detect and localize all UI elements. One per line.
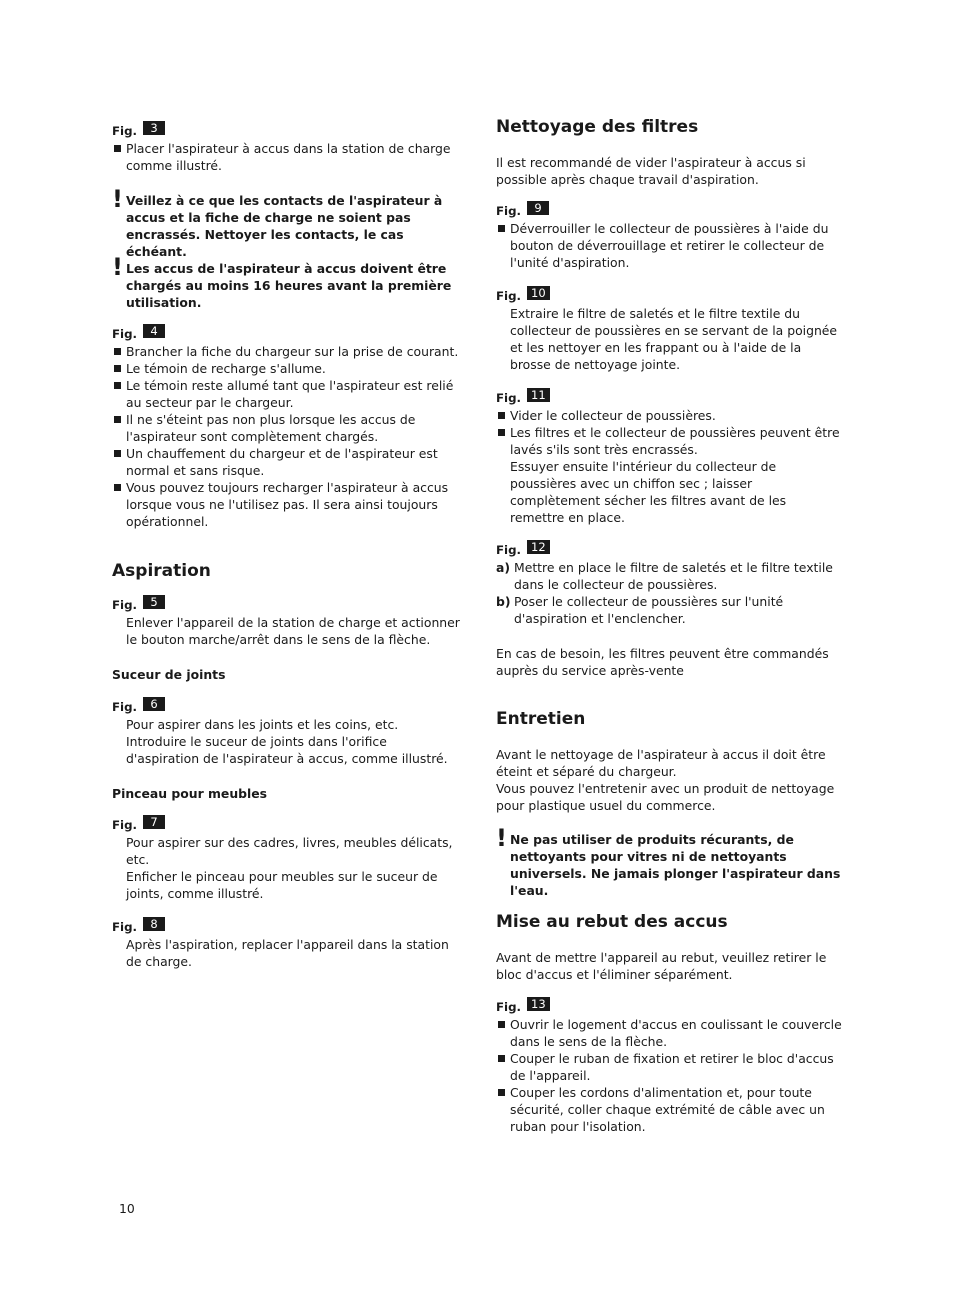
paragraph: Essuyer ensuite l'intérieur du collecteur de poussières avec un chiffon sec ; laisser complètement sécher les filtres avant de les remettre en place. (510, 459, 787, 525)
list-item: a) Mettre en place le filtre de saletés et le filtre textile dans le collecteur de poussières. (496, 560, 833, 592)
list-item: Le témoin de recharge s'allume. (112, 360, 460, 377)
fig12-block (496, 541, 844, 627)
fig5-block (112, 596, 460, 648)
list-item: Brancher la fiche du chargeur sur la prise de courant. (112, 343, 460, 360)
list-item: Vous pouvez toujours recharger l'aspirateur à accus lorsque vous ne l'utilisez pas. Il sera ainsi toujours opérationnel. (112, 479, 460, 530)
paragraph: Vous pouvez l'entretenir avec un produit de nettoyage pour plastique usuel du commerce. (496, 781, 835, 813)
fig-number: 11 (527, 388, 550, 402)
rebut-intro-block (496, 949, 844, 983)
list-item: Placer l'aspirateur à accus dans la station de charge comme illustré. (112, 140, 460, 174)
aspiration-heading-block (112, 560, 460, 582)
section-heading: Aspiration (112, 561, 211, 581)
fig-number: 6 (143, 697, 165, 711)
entretien-text-block (496, 746, 844, 814)
fig13-block (496, 998, 844, 1135)
subsection-heading: Pinceau pour meubles (112, 786, 268, 801)
paragraph: Pour aspirer sur des cadres, livres, meubles délicats, etc. (126, 835, 453, 867)
fig3-block (112, 122, 460, 174)
fig-number: 9 (527, 201, 549, 215)
entretien-heading-block (496, 708, 844, 730)
fig-label: Fig. 7 (112, 816, 460, 834)
fig11-block (496, 389, 844, 526)
fig7-block (112, 816, 460, 902)
warning-exclamation-icon: ! (496, 824, 507, 852)
list-item: Ouvrir le logement d'accus en coulissant le couvercle dans le sens de la flèche. (496, 1016, 844, 1050)
warning-exclamation-icon: ! (112, 253, 123, 281)
paragraph: Enlever l'appareil de la station de charge et actionner le bouton marche/arrêt dans le sens de la flèche. (126, 615, 460, 647)
list-item: Déverrouiller le collecteur de poussières à l'aide du bouton de déverrouillage et retirer le collecteur de l'unité d'aspiration. (496, 220, 844, 271)
list-item: Couper le ruban de fixation et retirer le bloc d'accus de l'appareil. (496, 1050, 844, 1084)
paragraph: Il est recommandé de vider l'aspirateur à accus si possible après chaque travail d'aspiration. (496, 155, 806, 187)
fig10-block (496, 287, 844, 373)
fig-label: Fig. 12 (496, 541, 844, 559)
paragraph: Introduire le suceur de joints dans l'orifice d'aspiration de l'aspirateur à accus, comme illustré. (126, 734, 448, 766)
fig-label: Fig. 9 (496, 202, 844, 220)
fig-number: 10 (527, 286, 550, 300)
paragraph: Pour aspirer dans les joints et les coins, etc. (126, 717, 399, 732)
nettoyage-intro-block (496, 154, 844, 188)
fig-label: Fig. 8 (112, 918, 460, 936)
filtres-note-block (496, 645, 844, 679)
rebut-heading-block (496, 911, 844, 933)
fig-number: 4 (143, 324, 165, 338)
fig-number: 7 (143, 815, 165, 829)
list-item: Un chauffement du chargeur et de l'aspirateur est normal et sans risque. (112, 445, 460, 479)
fig9-block (496, 202, 844, 271)
list-item: Vider le collecteur de poussières. (496, 407, 844, 424)
warning-cleaning: ! Ne pas utiliser de produits récurants, de nettoyants pour vitres ni de nettoyants universels. Ne jamais plonger l'aspirateur dans l'eau. (496, 824, 841, 898)
subsection-heading: Suceur de joints (112, 667, 226, 682)
fig-number: 12 (527, 540, 550, 554)
nettoyage-heading-block (496, 116, 844, 138)
fig-number: 3 (143, 121, 165, 135)
paragraph: Enficher le pinceau pour meubles sur le suceur de joints, comme illustré. (126, 869, 438, 901)
section-heading: Nettoyage des filtres (496, 117, 699, 137)
paragraph: Avant le nettoyage de l'aspirateur à accus il doit être éteint et séparé du chargeur. (496, 747, 826, 779)
warning-exclamation-icon: ! (112, 185, 123, 213)
list-item: Les filtres et le collecteur de poussières peuvent être lavés s'ils sont très encrassés. (496, 424, 844, 458)
section-heading: Mise au rebut des accus (496, 912, 728, 932)
warning-charge: ! Les accus de l'aspirateur à accus doivent être chargés au moins 16 heures avant la première utilisation. (112, 253, 452, 310)
fig-label: Fig. 11 (496, 389, 844, 407)
paragraph: Après l'aspiration, replacer l'appareil dans la station de charge. (126, 937, 449, 969)
paragraph: Avant de mettre l'appareil au rebut, veuillez retirer le bloc d'accus et l'éliminer séparément. (496, 950, 827, 982)
page-number: 10 (119, 1201, 135, 1216)
fig-label: Fig. 13 (496, 998, 844, 1016)
list-item: Couper les cordons d'alimentation et, pour toute sécurité, coller chaque extrémité de câble avec un ruban pour l'isolation. (496, 1084, 844, 1135)
fig-label: Fig. 4 (112, 325, 460, 343)
fig-label: Fig. 6 (112, 698, 460, 716)
fig-label: Fig. 10 (496, 287, 844, 305)
fig-number: 13 (527, 997, 550, 1011)
fig-number: 8 (143, 917, 165, 931)
fig-label: Fig. 5 (112, 596, 460, 614)
fig-number: 5 (143, 595, 165, 609)
fig6-block (112, 698, 460, 767)
fig8-block (112, 918, 460, 970)
list-item: Il ne s'éteint pas non plus lorsque les accus de l'aspirateur sont complètement chargés. (112, 411, 460, 445)
paragraph: En cas de besoin, les filtres peuvent être commandés auprès du service après-vente (496, 646, 829, 678)
section-heading: Entretien (496, 709, 586, 729)
warning-contacts: ! Veillez à ce que les contacts de l'aspirateur à accus et la fiche de charge ne soient pas encrassés. Nettoyer les contacts, le cas échéant. (112, 185, 443, 259)
list-item: Le témoin reste allumé tant que l'aspirateur est relié au secteur par le chargeur. (112, 377, 460, 411)
fig-label: Fig. 3 (112, 122, 460, 140)
pinceau-heading-block (112, 785, 460, 802)
paragraph: Extraire le filtre de saletés et le filtre textile du collecteur de poussières en se servant de la poignée et les nettoyer en les frappant ou à l'aide de la brosse de nettoyage jointe. (510, 306, 838, 372)
suceur-heading-block (112, 666, 460, 683)
fig4-block (112, 325, 460, 530)
list-item: b) Poser le collecteur de poussières sur l'unité d'aspiration et l'enclencher. (496, 594, 784, 626)
